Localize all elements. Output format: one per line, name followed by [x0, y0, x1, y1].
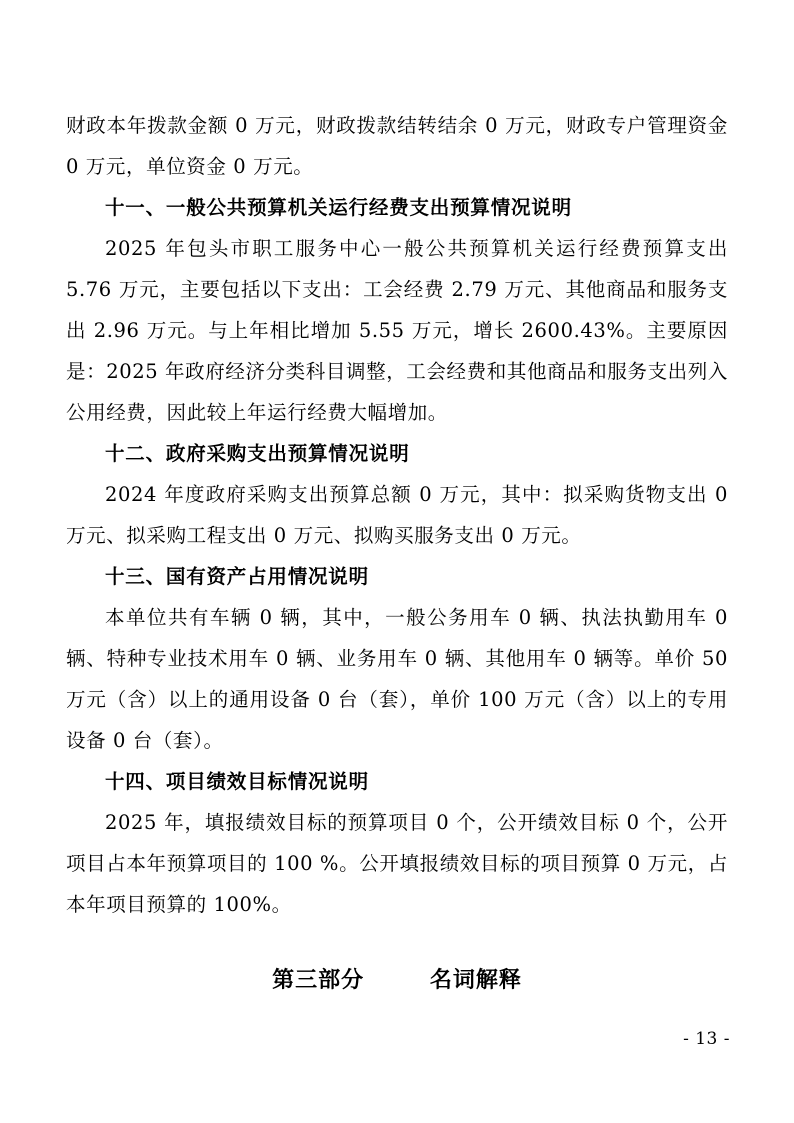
- paragraph-section-twelve: 2024 年度政府采购支出预算总额 0 万元，其中：拟采购货物支出 0 万元、拟采购工程支出 0 万元、拟购买服务支出 0 万元。: [66, 483, 728, 547]
- heading-section-eleven: 十一、一般公共预算机关运行经费支出预算情况说明: [105, 196, 572, 219]
- heading-section-twelve: 十二、政府采购支出预算情况说明: [105, 442, 410, 465]
- part-three-title: [66, 963, 728, 994]
- paragraph-carryover-funding: 财政本年拨款金额 0 万元，财政拨款结转结余 0 万元，财政专户管理资金 0 万元，单位资金 0 万元。: [66, 114, 728, 178]
- heading-section-thirteen: 十三、国有资产占用情况说明: [105, 565, 369, 588]
- document-body: [66, 105, 728, 994]
- paragraph-section-fourteen: 2025 年，填报绩效目标的预算项目 0 个，公开绩效目标 0 个，公开项目占本年预算项目的 100 %。公开填报绩效目标的项目预算 0 万元，占本年项目预算的 100%。: [66, 811, 728, 916]
- part-three-label: 第三部分: [272, 967, 365, 993]
- paragraph-section-thirteen: 本单位共有车辆 0 辆，其中，一般公务用车 0 辆、执法执勤用车 0 辆、特种专业技术用车 0 辆、业务用车 0 辆、其他用车 0 辆等。单价 50 万元（含）以上的通用设备 0 台（套），单价 100 万元（含）以上的专用设备 0 台（套）。: [66, 606, 728, 752]
- part-three-name: 名词解释: [429, 967, 522, 993]
- heading-section-fourteen: 十四、项目绩效目标情况说明: [105, 770, 369, 793]
- paragraph-section-eleven: 2025 年包头市职工服务中心一般公共预算机关运行经费预算支出 5.76 万元，主要包括以下支出：工会经费 2.79 万元、其他商品和服务支出 2.96 万元。与上年相比增加 5.55 万元，增长 2600.43%。主要原因是：2025 年政府经济分类科目调整，工会经费和其他商品和服务支出列入公用经费，因此较上年运行经费大幅增加。: [66, 237, 728, 424]
- page-number: - 13 -: [683, 1029, 730, 1049]
